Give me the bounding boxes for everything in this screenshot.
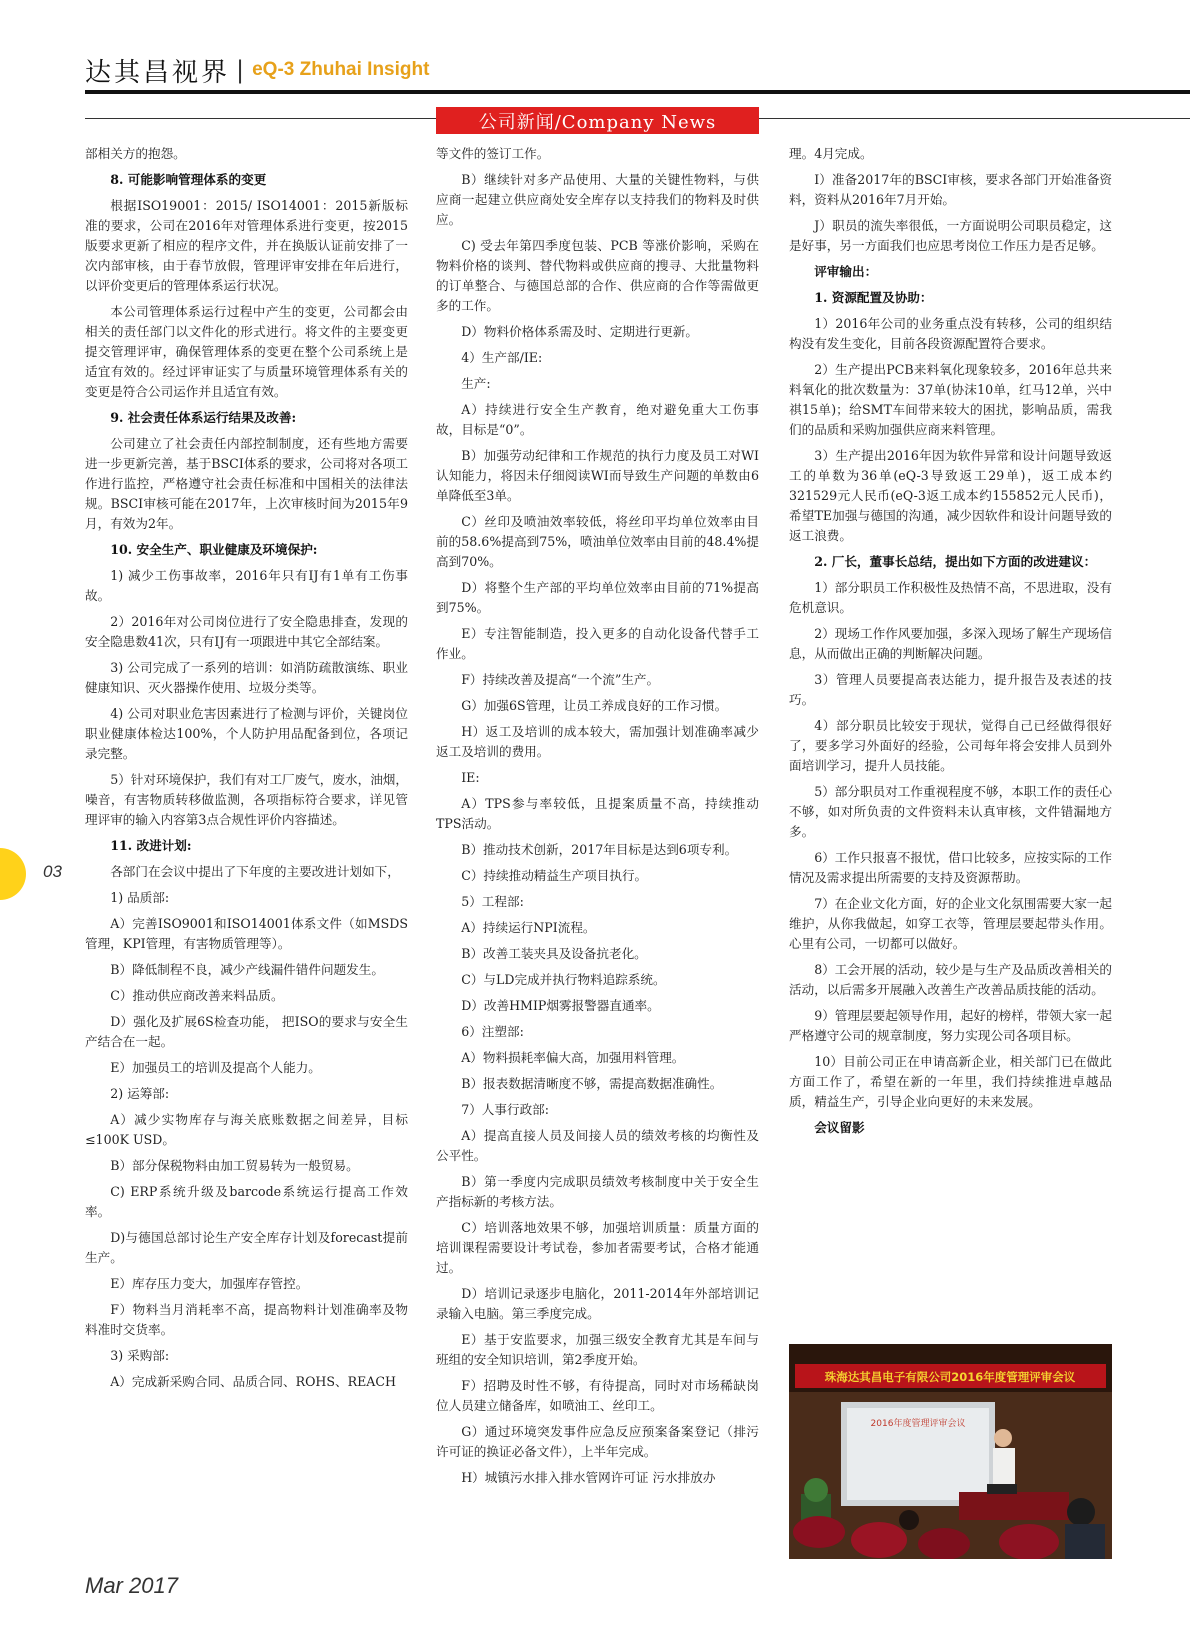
paragraph: 生产: (461, 376, 491, 391)
paragraph: 1) 品质部: (110, 890, 170, 905)
paragraph: A）完善ISO9001和ISO14001体系文件（如MSDS管理，KPI管理，有害物质管理等）。 (85, 916, 408, 951)
paragraph: C) 受去年第四季度包装、PCB 等涨价影响，采购在物料价格的谈判、替代物料或供应商的搜寻、大批量物料的订单整合、与德国总部的合作、供应商的合作等需做更多的工作。 (436, 238, 759, 313)
paragraph: 3) 采购部: (110, 1348, 170, 1363)
paragraph: 2）生产提出PCB来料氧化现象较多，2016年总共来料氧化的批次数量为：37单(协沫10单，红马12单，兴中祺15单)；给SMT车间带来较大的困扰，影响品质，需我们的品质和采购加强供应商来料管理。 (789, 362, 1112, 437)
page-number: 03 (43, 862, 62, 881)
section-rule-right (759, 118, 1190, 119)
paragraph: A）提高直接人员及间接人员的绩效考核的均衡性及公平性。 (436, 1128, 759, 1163)
paragraph: E）专注智能制造，投入更多的自动化设备代替手工作业。 (436, 626, 759, 661)
paragraph: D）培训记录逐步电脑化，2011-2014年外部培训记录输入电脑。第三季度完成。 (436, 1286, 759, 1321)
chair (793, 1516, 845, 1548)
section-heading: 评审输出： (814, 264, 878, 279)
paragraph: 4）部分职员比较安于现状，觉得自己已经做得很好了，要多学习外面好的经验，公司每年将会安排人员到外面培训学习，提升人员技能。 (789, 718, 1112, 773)
paragraph: F）物料当月消耗率不高，提高物料计划准确率及物料准时交货率。 (85, 1302, 408, 1337)
section-heading: 2. 厂长，董事长总结，提出如下方面的改进建议： (814, 554, 1097, 569)
page-marker-dot (0, 848, 26, 900)
paragraph: 1) 减少工伤事故率，2016年只有IJ有1单有工伤事故。 (85, 568, 408, 603)
paragraph: 3）管理人员要提高表达能力，提升报告及表述的技巧。 (789, 672, 1112, 707)
paragraph: 理。4月完成。 (789, 146, 873, 161)
paragraph: 6）注塑部: (461, 1024, 524, 1039)
paragraph: 5）工程部: (461, 894, 524, 909)
paragraph: D)与德国总部讨论生产安全库存计划及forecast提前生产。 (85, 1230, 408, 1265)
meeting-banner-text: 珠海达其昌电子有限公司2016年度管理评审会议 (824, 1370, 1076, 1384)
chair (999, 1524, 1059, 1559)
brand-chinese: 达其昌视界 (85, 57, 231, 88)
section-heading: 1. 资源配置及协助： (814, 290, 933, 305)
paragraph: B）第一季度内完成职员绩效考核制度中关于安全生产指标新的考核方法。 (436, 1174, 759, 1209)
audience-member (899, 1510, 919, 1530)
paragraph: B）降低制程不良，减少产线漏件错件问题发生。 (110, 962, 384, 977)
paragraph: 6）工作只报喜不报忧，借口比较多，应按实际的工作情况及需求提出所需要的支持及资源帮助。 (789, 850, 1112, 885)
paragraph: A）完成新采购合同、品质合同、ROHS、REACH (110, 1374, 396, 1389)
projector-screen-text: 2016年度管理评审会议 (870, 1419, 966, 1429)
section-heading: 9. 社会责任体系运行结果及改善: (110, 410, 297, 425)
paragraph: 9）管理层要起领导作用，起好的榜样，带领大家一起严格遵守公司的规章制度，努力实现公司各项目标。 (789, 1008, 1112, 1043)
paragraph: F）持续改善及提高“一个流”生产。 (461, 672, 660, 687)
paragraph: H）城镇污水排入排水管网许可证 污水排放办 (461, 1470, 716, 1485)
paragraph: 7）在企业文化方面，好的企业文化氛围需要大家一起维护，从你我做起，如穿工衣等，管理层要起带头作用。心里有公司，一切都可以做好。 (789, 896, 1112, 951)
article-column-1 (85, 144, 408, 1398)
paragraph: 5）针对环境保护，我们有对工厂废气，废水，油烟，噪音，有害物质转移做监测，各项指标符合要求，详见管理评审的输入内容第3点合规性评价内容描述。 (85, 772, 408, 827)
section-rule-left (85, 118, 436, 119)
paragraph: D）强化及扩展6S检查功能， 把ISO的要求与安全生产结合在一起。 (85, 1014, 408, 1049)
paragraph: D）改善HMIP烟雾报警器直通率。 (461, 998, 660, 1013)
issue-date: Mar 2017 (85, 1573, 178, 1598)
section-heading: 8. 可能影响管理体系的变更 (110, 172, 267, 187)
paragraph: 1）部分职员工作积极性及热情不高，不思进取，没有危机意识。 (789, 580, 1112, 615)
photo-caption: 会议留影 (814, 1120, 865, 1135)
paragraph: C）丝印及喷油效率较低，将丝印平均单位效率由目前的58.6%提高到75%，喷油单位效率由目前的48.4%提高到70%。 (436, 514, 759, 569)
paragraph: B）报表数据清晰度不够，需提高数据准确性。 (461, 1076, 723, 1091)
chair (918, 1528, 970, 1559)
audience-member (1067, 1498, 1095, 1526)
paragraph: E）基于安监要求，加强三级安全教育尤其是车间与班组的安全知识培训，第2季度开始。 (436, 1332, 759, 1367)
paragraph: 3) 公司完成了一系列的培训：如消防疏散演练、职业健康知识、灭火器操作使用、垃圾分类等。 (85, 660, 408, 695)
chair (851, 1522, 907, 1558)
paragraph: J）职员的流失率很低，一方面说明公司职员稳定，这是好事，另一方面我们也应思考岗位工作压力是否足够。 (789, 218, 1112, 253)
paragraph: 2）2016年对公司岗位进行了安全隐患排查，发现的安全隐患数41次，只有IJ有一项跟进中其它全部结案。 (85, 614, 408, 649)
paragraph: 公司建立了社会责任内部控制制度，还有些地方需要进一步更新完善，基于BSCI体系的要求，公司将对各项工作进行监控，严格遵守社会责任标准和中国相关的法律法规。BSCI审核可能在2017年，上次审核时间为2015年9月，有效为2年。 (85, 436, 408, 531)
paragraph: C) ERP系统升级及barcode系统运行提高工作效率。 (85, 1184, 408, 1219)
paragraph: 3）生产提出2016年因为软件异常和设计问题导致返工的单数为36单(eQ-3导致返工29单)，返工成本约321529元人民币(eQ-3返工成本约155852元人民币)，希望TE加强与德国的沟通，减少因软件和设计问题导致的返工浪费。 (789, 448, 1112, 543)
paragraph: 8）工会开展的活动，较少是与生产及品质改善相关的活动，以后需多开展融入改善生产改善品质技能的活动。 (789, 962, 1112, 997)
paragraph: 7）人事行政部: (461, 1102, 550, 1117)
paragraph: B）推动技术创新，2017年目标是达到6项专利。 (461, 842, 738, 857)
paragraph: E）库存压力变大，加强库存管控。 (110, 1276, 309, 1291)
header-rule (85, 90, 1190, 94)
paragraph: A）持续运行NPI流程。 (461, 920, 596, 935)
paragraph: 2) 运筹部: (110, 1086, 170, 1101)
section-banner: 公司新闻/Company News (436, 107, 759, 134)
brand-separator: | (236, 56, 245, 84)
paragraph: C）与LD完成并执行物料追踪系统。 (461, 972, 666, 987)
paragraph: A）物料损耗率偏大高，加强用料管理。 (461, 1050, 685, 1065)
speaker-body (993, 1448, 1015, 1490)
paragraph: F）招聘及时性不够，有待提高，同时对市场稀缺岗位人员建立储备库，如喷油工、丝印工。 (436, 1378, 759, 1413)
paragraph: B）部分保税物料由加工贸易转为一般贸易。 (110, 1158, 359, 1173)
paragraph: C）持续推动精益生产项目执行。 (461, 868, 648, 883)
meeting-photo (789, 1344, 1112, 1559)
paragraph: A）TPS参与率较低，且提案质量不高，持续推动TPS活动。 (436, 796, 759, 831)
paragraph: C）推动供应商改善来料品质。 (110, 988, 284, 1003)
paragraph: I）准备2017年的BSCI审核，要求各部门开始准备资料，资料从2016年7月开始。 (789, 172, 1112, 207)
paragraph: D）物料价格体系需及时、定期进行更新。 (461, 324, 698, 339)
paragraph: 10）目前公司正在申请高新企业，相关部门已在做此方面工作了，希望在新的一年里，我们持续推进卓越品质，精益生产，引导企业向更好的未来发展。 (789, 1054, 1112, 1109)
article-column-2 (436, 144, 759, 1494)
paragraph: D）将整个生产部的平均单位效率由目前的71%提高到75%。 (436, 580, 759, 615)
paragraph: A）持续进行安全生产教育，绝对避免重大工伤事故，目标是“0”。 (436, 402, 759, 437)
meeting-photo-illustration (789, 1344, 1112, 1559)
paragraph: 5）部分职员对工作重视程度不够，本职工作的责任心不够，如对所负责的文件资料未认真审核，文件错漏地方多。 (789, 784, 1112, 839)
paragraph: A）减少实物库存与海关底账数据之间差异，目标≤100K USD。 (85, 1112, 408, 1147)
paragraph: 根据ISO19001：2015/ ISO14001：2015新版标准的要求，公司在2016年对管理体系进行变更，按2015版要求更新了相应的程序文件，并在换版认证前安排了一次内部审核，由于春节放假，管理评审安排在年后进行，以评价变更后的管理体系运行状况。 (85, 198, 408, 293)
paragraph: 4) 公司对职业危害因素进行了检测与评价，关键岗位职业健康体检达100%，个人防护用品配备到位，各项记录完整。 (85, 706, 408, 761)
paragraph: B）改善工装夹具及设备抗老化。 (461, 946, 647, 961)
paragraph: H）返工及培训的成本较大，需加强计划准确率减少返工及培训的费用。 (436, 724, 759, 759)
paragraph: G）加强6S管理，让员工养成良好的工作习惯。 (461, 698, 728, 713)
brand-english: eQ-3 Zhuhai Insight (252, 59, 430, 80)
paragraph: 部相关方的抱怨。 (85, 146, 186, 161)
paragraph: C）培训落地效果不够，加强培训质量：质量方面的培训课程需要设计考试卷，参加者需要考试，合格才能通过。 (436, 1220, 759, 1275)
article-column-3 (789, 144, 1112, 1144)
paragraph: B）继续针对多产品使用、大量的关键性物料，与供应商一起建立供应商处安全库存以支持我们的物料及时供应。 (436, 172, 759, 227)
paragraph: 1）2016年公司的业务重点没有转移，公司的组织结构没有发生变化，目前各段资源配置符合要求。 (789, 316, 1112, 351)
paragraph: 各部门在会议中提出了下年度的主要改进计划如下， (110, 864, 400, 879)
paragraph: E）加强员工的培训及提高个人能力。 (110, 1060, 321, 1075)
paragraph: 4）生产部/IE: (461, 350, 543, 365)
paragraph: IE: (461, 770, 480, 785)
front-table (959, 1492, 1069, 1520)
speaker-head (994, 1429, 1012, 1447)
paragraph: 本公司管理体系运行过程中产生的变更，公司都会由相关的责任部门以文件化的形式进行。将文件的主要变更提交管理评审，确保管理体系的变更在整个公司系统上是适宜有效的。经过评审证实了与质量环境管理体系有关的变更是符合公司运作并且适宜有效。 (85, 304, 408, 399)
section-heading: 11. 改进计划: (110, 838, 192, 853)
section-heading: 10. 安全生产、职业健康及环境保护: (110, 542, 318, 557)
paragraph: 等文件的签订工作。 (436, 146, 550, 161)
paragraph: B）加强劳动纪律和工作规范的执行力度及员工对WI认知能力，将因未仔细阅读WI而导致生产问题的单数由6单降低至3单。 (436, 448, 759, 503)
masthead (85, 52, 429, 88)
paragraph: 2）现场工作作风要加强，多深入现场了解生产现场信息，从而做出正确的判断解决问题。 (789, 626, 1112, 661)
paragraph: G）通过环境突发事件应急反应预案备案登记（排污许可证的换证必备文件），上半年完成。 (436, 1424, 759, 1459)
